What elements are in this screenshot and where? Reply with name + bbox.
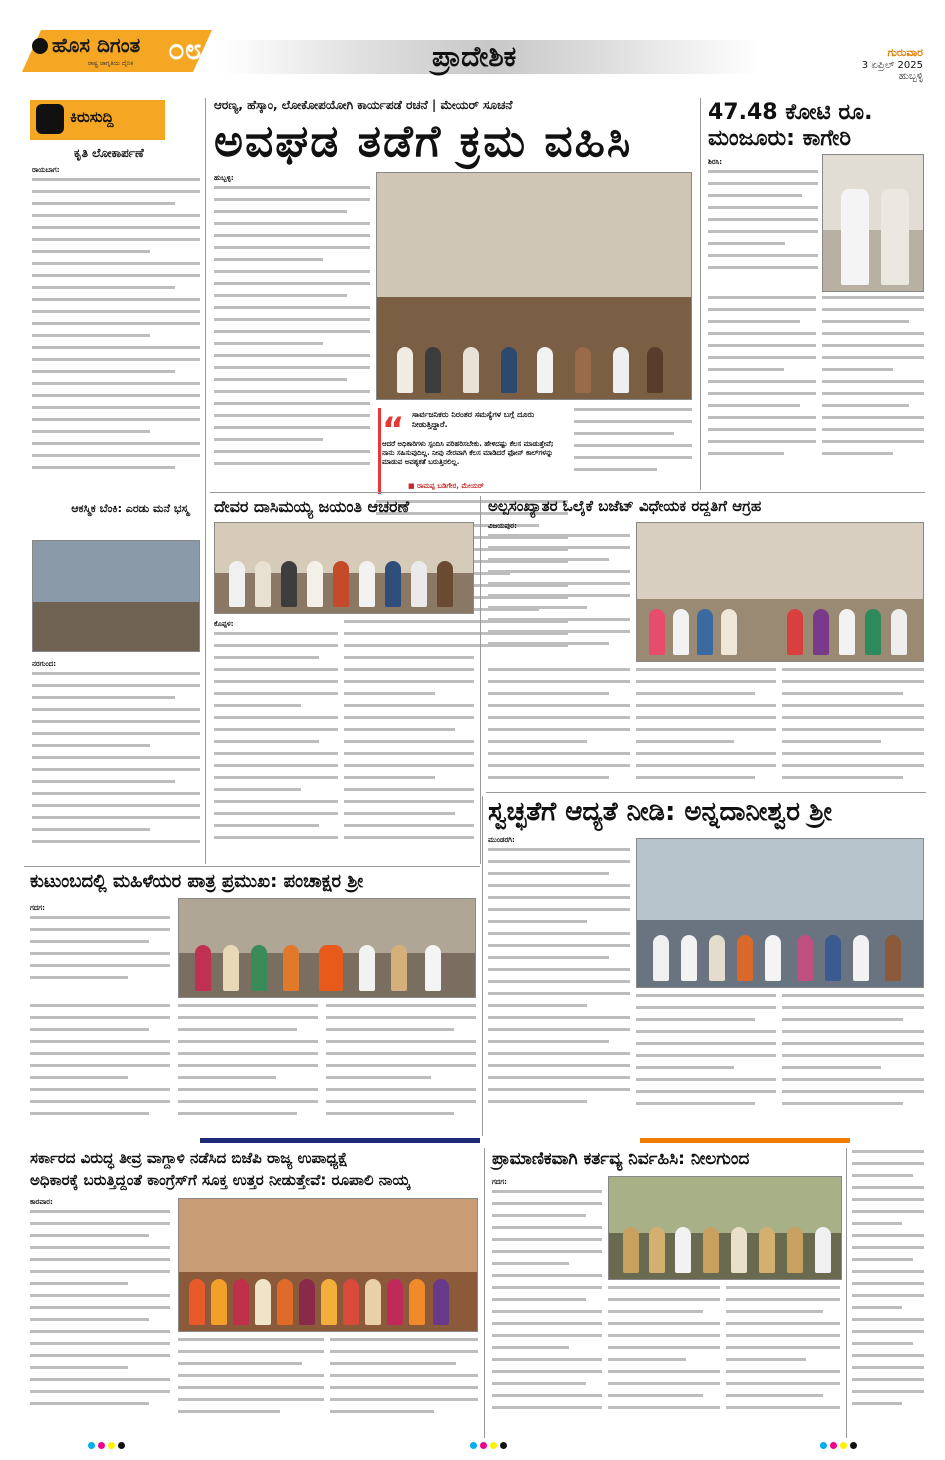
reg-mark-black xyxy=(118,1442,125,1449)
pointing-hand-icon xyxy=(36,104,64,134)
sidebar-item1-dateline: ರಾಯಬಾಗ: xyxy=(32,166,60,174)
sarkara-body-col2 xyxy=(178,1338,324,1430)
pramanika-body-col1 xyxy=(492,1190,602,1430)
lead-dateline: ಹುಬ್ಬಳ್ಳಿ: xyxy=(214,174,234,182)
kutumba-headline: ಕುಟುಂಬದಲ್ಲಿ ಮಹಿಳೆಯರ ಪಾತ್ರ ಪ್ರಮುಖ: ಪಂಚಾಕ್ಷರ ಶ್ರೀ xyxy=(30,871,364,892)
kutumba-body-col1a xyxy=(30,916,170,996)
date-city: ಹುಬ್ಬಳ್ಳಿ xyxy=(898,71,923,82)
kutumba-body-col3 xyxy=(326,1004,476,1132)
lead-meeting-photo xyxy=(376,172,692,400)
pramanika-inner-rule xyxy=(846,1148,847,1438)
kutumba-top-rule xyxy=(24,866,480,867)
sarkara-headline-line2: ಅಧಿಕಾರಕ್ಕೆ ಬರುತ್ತಿದ್ದಂತೆ ಕಾಂಗ್ರೆಸ್‌ಗೆ ಸೂಕ್ತ ಉತ್ತರ ನೀಡುತ್ತೇವೆ: ರೂಪಾಲಿ ನಾಯ್ಕ xyxy=(30,1171,410,1189)
masthead xyxy=(0,0,945,88)
devara-headline: ದೇವರ ದಾಸಿಮಯ್ಯ ಜಯಂತಿ ಆಚರಣೆ xyxy=(214,497,410,516)
lead-quote-body: ಆದರೆ ಅಧಿಕಾರಿಗಳು ಸ್ಪಂದಿಸಿ ಪರಿಹರಿಸಬೇಕು. ಹೇಳಿದಷ್ಟು ಕೆಲಸ ಮಾಡುತ್ತೇವೆ; ನಾನು ಸಹಿಸುವುದಿಲ್ಲ. ನೀವು ನೇರವಾಗಿ ಕೆಲಸ ಮಾಡಿದರೆ ಫೋನ್ ಕಾಲ್‌ಗಳನ್ನು ಮಾಡುವ ಅವಶ್ಯಕತೆ ಬರುತ್ತಿರಲಿಲ್ಲ. xyxy=(382,440,554,467)
right-body-col2 xyxy=(708,296,816,486)
sidebar-item1-body xyxy=(32,178,200,494)
alpa-dateline: ವಿಜಯಪುರ: xyxy=(488,522,517,530)
reg-mark-yellow-right xyxy=(840,1442,847,1449)
kutumba-body-col1b xyxy=(30,1004,170,1132)
swachhate-event-photo xyxy=(636,838,924,988)
alpa-body-col3 xyxy=(636,668,776,788)
divider-strip-orange xyxy=(640,1138,850,1143)
swachhate-headline: ಸ್ವಚ್ಛತೆಗೆ ಆದ್ಯತೆ ನೀಡಿ: ಅನ್ನದಾನೀಶ್ವರ ಶ್ರೀ xyxy=(488,797,832,827)
kutumba-body-col2 xyxy=(178,1004,318,1132)
swachhate-body-col1 xyxy=(488,848,630,1118)
kutumba-stage-photo xyxy=(178,898,476,998)
sarkara-right-rule xyxy=(484,1148,485,1438)
devara-dateline: ಕೊಪ್ಪಳ: xyxy=(214,620,234,628)
reg-mark-magenta-center xyxy=(480,1442,487,1449)
swachhate-dateline: ಮುಂಡರಗಿ: xyxy=(488,836,515,844)
pramanika-dateline: ಗದಗ: xyxy=(492,1178,507,1186)
section-title: ಪ್ರಾದೇಶಿಕ xyxy=(432,40,517,73)
paper-name: ಹೊಸ ದಿಗಂತ xyxy=(52,33,141,57)
sidebar-item2-dateline: ನರಗುಂದ: xyxy=(32,660,57,668)
lead-headline: ಅವಘಡ ತಡೆಗೆ ಕ್ರಮ ವಹಿಸಿ xyxy=(214,116,633,167)
devara-right-rule xyxy=(480,496,481,864)
lead-body-col1 xyxy=(214,186,370,486)
sidebar-item2-title: ಆಕಸ್ಮಿಕ ಬೆಂಕಿ: ಎರಡು ಮನೆ ಭಸ್ಮ xyxy=(71,502,189,515)
alpa-body-col4 xyxy=(782,668,924,788)
alpa-protest-photo xyxy=(636,522,924,662)
sarkara-headline-line1: ಸರ್ಕಾರದ ವಿರುದ್ಧ ತೀವ್ರ ವಾಗ್ದಾಳಿ ನಡೆಸಿದ ಬಿಜೆಪಿ ರಾಜ್ಯ ಉಪಾಧ್ಯಕ್ಷೆ xyxy=(30,1149,348,1167)
right-headline-line1: 47.48 ಕೋಟಿ ರೂ. xyxy=(708,100,873,125)
sidebar-title: ಕಿರುಸುದ್ದಿ xyxy=(70,108,114,126)
devara-body-col2 xyxy=(344,620,474,860)
reg-mark-black-center xyxy=(500,1442,507,1449)
lamp-icon xyxy=(32,38,48,54)
reg-mark-black-right xyxy=(850,1442,857,1449)
lead-kicker: ಆರಣ್ಯ, ಹೆಸ್ಕಾಂ, ಲೋಕೋಪಯೋಗಿ ಕಾರ್ಯಪಡೆ ರಚನೆ | ಮೇಯರ್ ಸೂಚನೆ xyxy=(214,98,513,112)
kutumba-right-rule xyxy=(482,796,483,1136)
pramanika-headline: ಪ್ರಾಮಾಣಿಕವಾಗಿ ಕರ್ತವ್ಯ ನಿರ್ವಹಿಸಿ: ನೀಲಗುಂದ xyxy=(492,1149,750,1169)
paper-tagline: ರಾಷ್ಟ್ರ ಜಾಗೃತಿಯ ದೈನಿಕ xyxy=(88,60,134,67)
reg-mark-cyan-right xyxy=(820,1442,827,1449)
alpa-body-col1 xyxy=(488,534,630,662)
swachhate-body-col3 xyxy=(782,994,924,1118)
reg-mark-yellow-center xyxy=(490,1442,497,1449)
divider-strip-blue xyxy=(200,1138,480,1143)
lead-right-rule xyxy=(700,98,701,490)
date-day: ಗುರುವಾರ xyxy=(887,46,923,59)
right-body-col3 xyxy=(822,296,924,486)
alpa-bottom-rule xyxy=(486,792,926,793)
pramanika-body-col3 xyxy=(726,1286,840,1430)
reg-mark-yellow xyxy=(108,1442,115,1449)
fire-photo xyxy=(32,540,200,652)
sarkara-body-col3 xyxy=(330,1338,478,1430)
devara-body-col1 xyxy=(214,632,338,860)
pramanika-police-photo xyxy=(608,1176,842,1280)
date-value: 3 ಏಪ್ರಿಲ್ 2025 xyxy=(861,60,923,71)
sarkara-body-col1 xyxy=(30,1210,170,1430)
reg-mark-cyan-center xyxy=(470,1442,477,1449)
sarkara-rally-photo xyxy=(178,1198,478,1332)
kutumba-dateline: ಗದಗ: xyxy=(30,904,45,912)
right-body-col1 xyxy=(708,170,818,290)
page-number: ೦೮ xyxy=(168,32,202,67)
alpa-body-col2 xyxy=(488,668,630,788)
devara-photo xyxy=(214,522,474,614)
quote-mark-icon: “ xyxy=(382,410,405,450)
reg-mark-cyan xyxy=(88,1442,95,1449)
sidebar-rule xyxy=(205,98,206,864)
right-headline-line2: ಮಂಜೂರು: ಕಾಗೇರಿ xyxy=(708,126,851,151)
sarkara-dateline: ಕಾರವಾರ: xyxy=(30,1198,53,1206)
reg-mark-magenta-right xyxy=(830,1442,837,1449)
pramanika-body-col2 xyxy=(608,1286,720,1430)
lead-quote-attribution: ■ ರಾಮಪ್ಪ ಬಡಿಗೇರ, ಮೇಯರ್ xyxy=(408,482,484,490)
lead-body-col3 xyxy=(574,408,692,486)
lead-quote-title: ಸಾರ್ವಜನಿಕರು ನಿರಂತರ ಸಮಸ್ಯೆಗಳ ಬಗ್ಗೆ ದೂರು ನೀಡುತ್ತಿದ್ದಾರೆ. xyxy=(412,410,535,429)
swachhate-body-col2 xyxy=(636,994,776,1118)
pramanika-body-col4 xyxy=(852,1150,924,1430)
right-dateline: ಶಿರಸಿ: xyxy=(708,158,723,166)
sidebar-item2-body xyxy=(32,672,200,862)
lead-bottom-rule xyxy=(210,492,925,493)
date-block xyxy=(862,46,923,82)
alpa-headline: ಅಲ್ಪಸಂಖ್ಯಾತರ ಓಲೈಕೆ ಬಜೆಟ್ ವಿಧೇಯಕ ರದ್ದತಿಗೆ ಆಗ್ರಹ xyxy=(488,497,762,515)
right-handover-photo xyxy=(822,154,924,292)
reg-mark-magenta xyxy=(98,1442,105,1449)
sidebar-item1-title: ಕೃತಿ ಲೋಕಾರ್ಪಣೆ xyxy=(74,146,144,160)
